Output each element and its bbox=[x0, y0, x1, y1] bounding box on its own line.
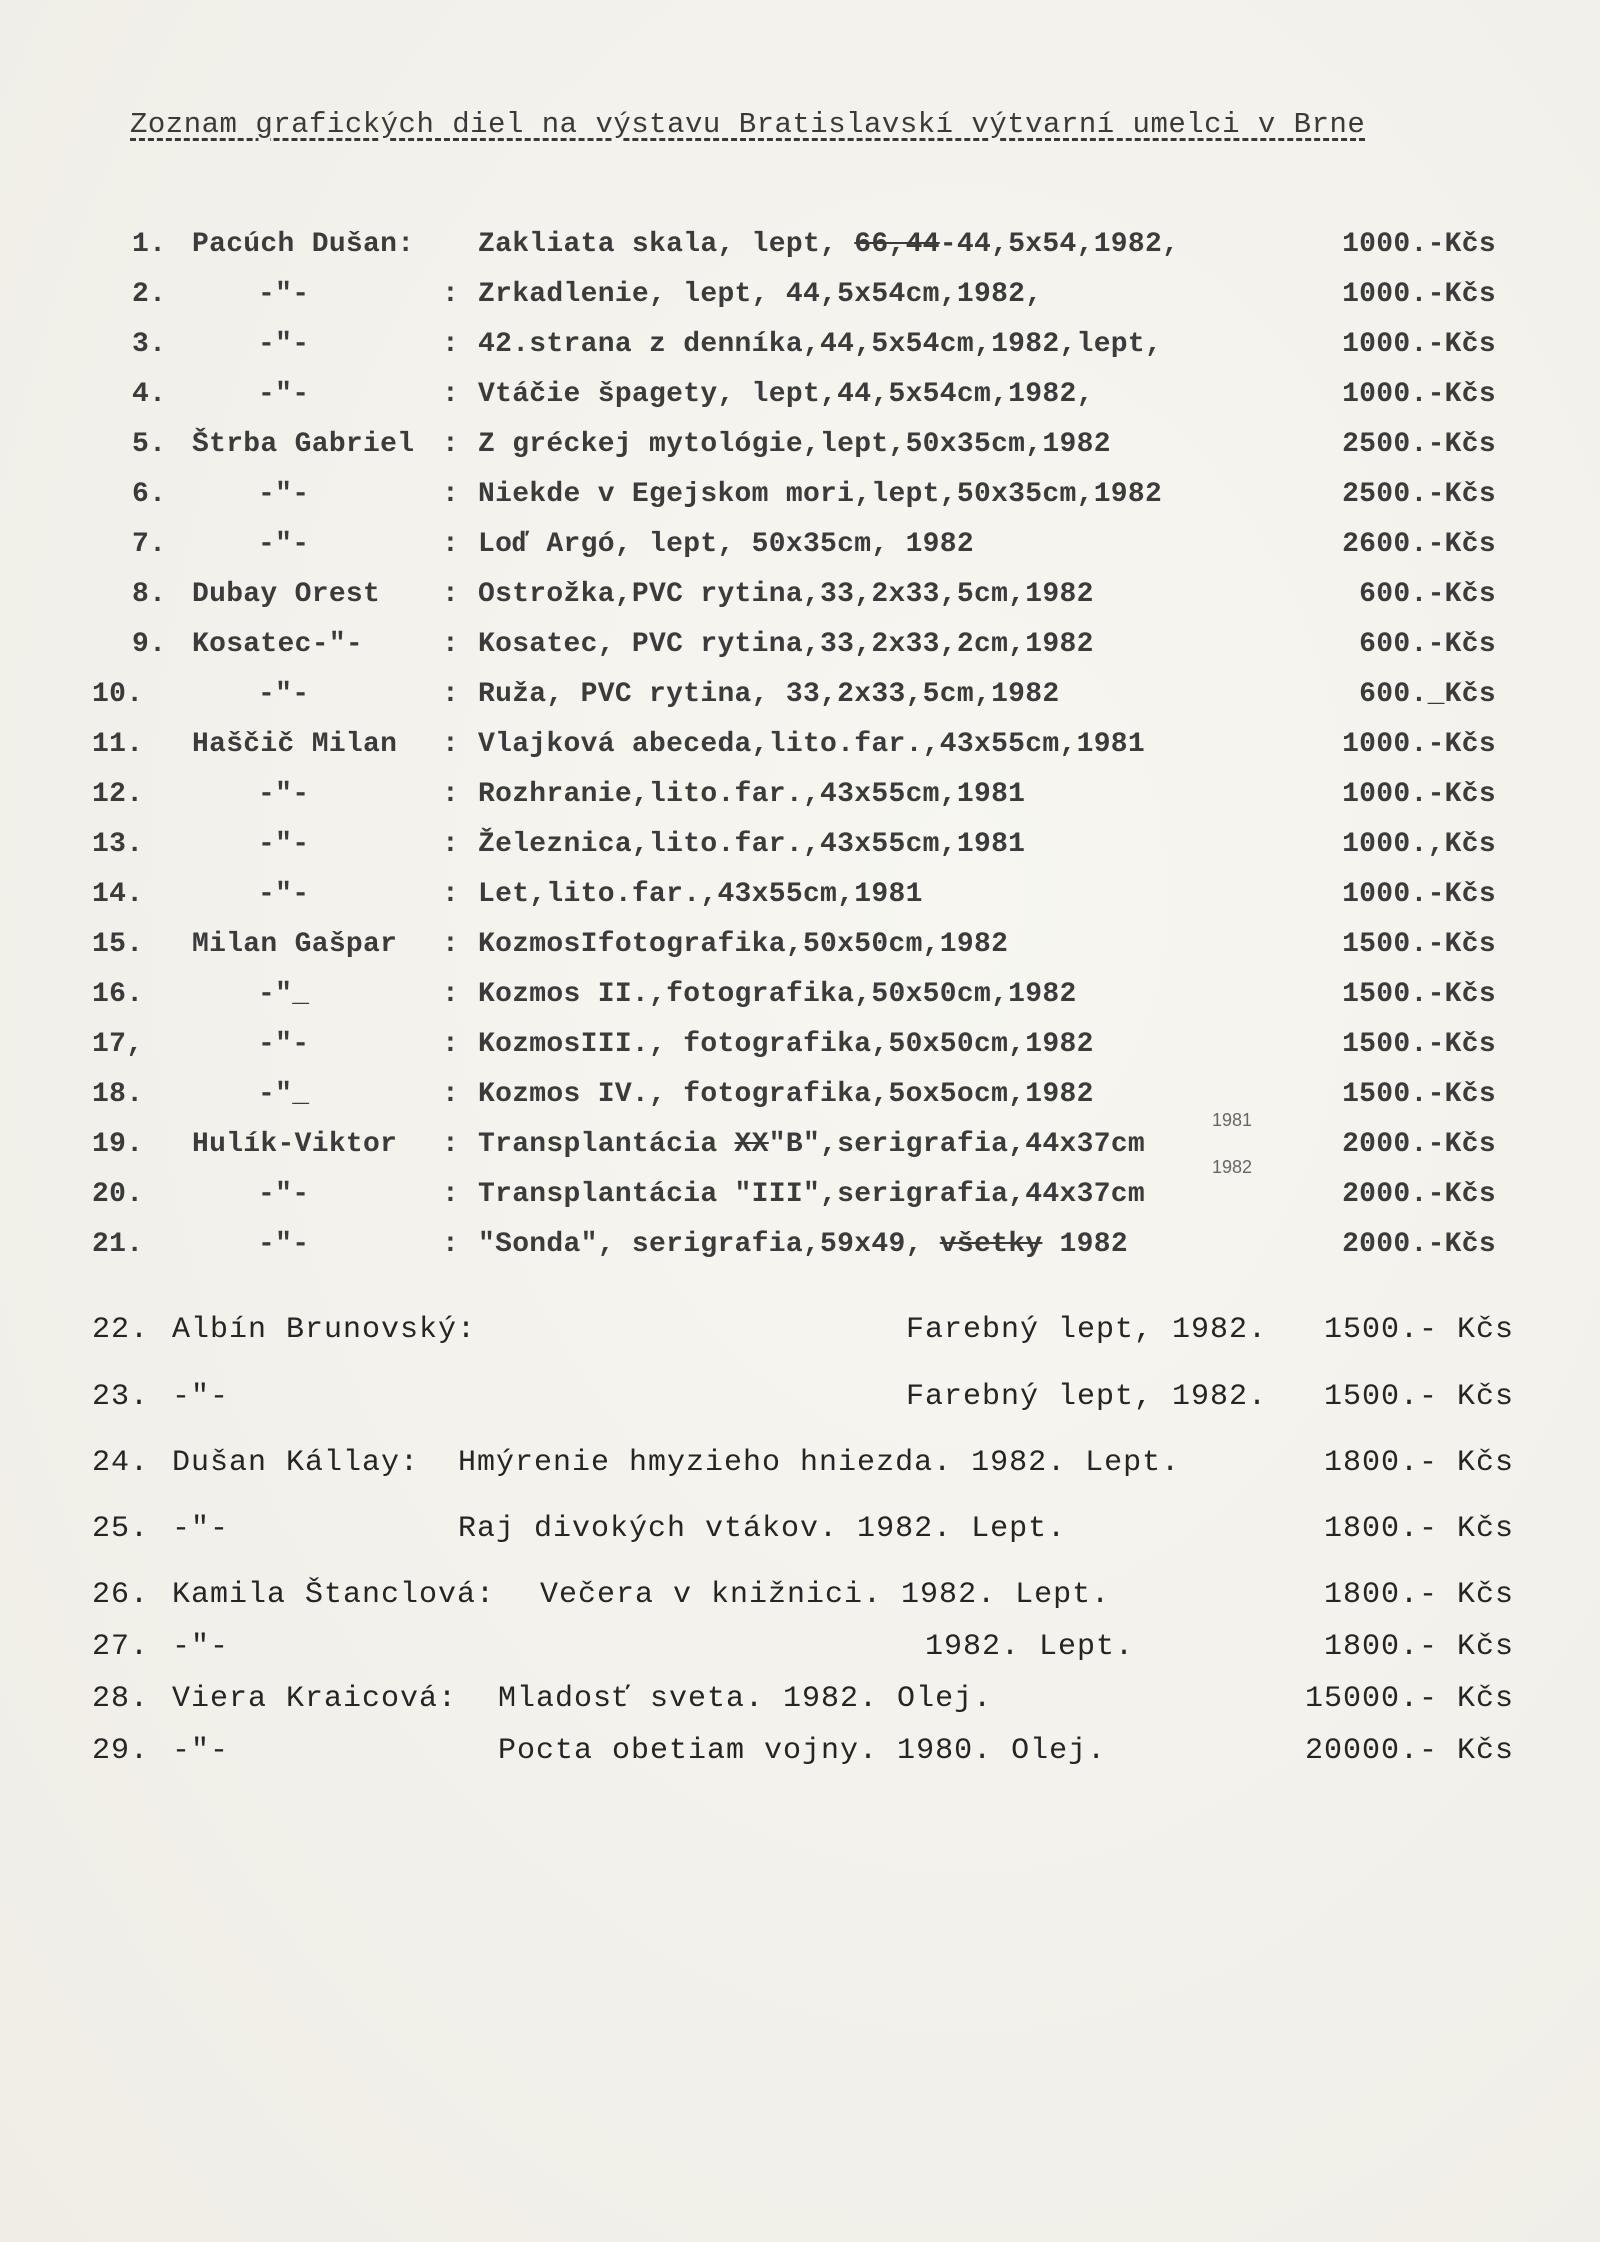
entry-price: 1000.-Kčs bbox=[1342, 729, 1496, 760]
entry-artist: -"_ bbox=[258, 1079, 310, 1110]
list-item bbox=[0, 1677, 1600, 1721]
entry-work-text: Ruža, PVC rytina, 33,2x33,5cm,1982 bbox=[478, 679, 1060, 710]
entry-number: 5. bbox=[132, 429, 167, 460]
entry-work bbox=[478, 725, 1145, 765]
entry-price: 600._Kčs bbox=[1359, 679, 1496, 710]
entry-number: 2. bbox=[132, 279, 167, 310]
list-item bbox=[0, 625, 1600, 665]
entry-work: Pocta obetiam vojny. 1980. Olej. bbox=[498, 1734, 1107, 1768]
entry-work-text: Kozmos II.,fotografika,50x50cm,1982 bbox=[478, 979, 1077, 1010]
entry-work-strikethrough: všetky bbox=[939, 1229, 1043, 1260]
entry-colon: : bbox=[442, 929, 460, 960]
entry-work-strikethrough: XX bbox=[734, 1129, 769, 1160]
entry-work bbox=[478, 825, 1025, 865]
entry-price: 1800.- Kčs bbox=[1323, 1578, 1514, 1612]
list-item bbox=[0, 525, 1600, 565]
entry-price: 600.-Kčs bbox=[1359, 579, 1496, 610]
entry-work-text: Ostrožka,PVC rytina,33,2x33,5cm,1982 bbox=[478, 579, 1094, 610]
list-item bbox=[0, 1075, 1600, 1115]
entry-work bbox=[478, 775, 1025, 815]
entry-colon: : bbox=[442, 829, 460, 860]
entry-colon: : bbox=[442, 729, 460, 760]
list-item bbox=[0, 475, 1600, 515]
entry-number: 19. bbox=[92, 1129, 144, 1160]
list-item bbox=[0, 425, 1600, 465]
list-item bbox=[0, 675, 1600, 715]
entry-number: 1. bbox=[132, 229, 167, 260]
entry-number: 9. bbox=[132, 629, 167, 660]
entry-number: 13. bbox=[92, 829, 144, 860]
entry-artist: -"- bbox=[258, 379, 310, 410]
entry-number: 24. bbox=[92, 1446, 150, 1480]
entry-number: 20. bbox=[92, 1179, 144, 1210]
entry-number: 17, bbox=[92, 1029, 144, 1060]
entry-work bbox=[478, 1175, 1145, 1215]
entry-artist: -"- bbox=[258, 879, 310, 910]
entry-number: 11. bbox=[92, 729, 144, 760]
list-item bbox=[0, 225, 1600, 265]
entry-colon: : bbox=[442, 679, 460, 710]
entry-colon: : bbox=[442, 279, 460, 310]
entry-artist: -"_ bbox=[258, 979, 310, 1010]
list-item bbox=[0, 925, 1600, 965]
entry-number: 23. bbox=[92, 1380, 150, 1414]
entry-price: 2500.-Kčs bbox=[1342, 479, 1496, 510]
list-item bbox=[0, 825, 1600, 865]
entry-work: Raj divokých vtákov. 1982. Lept. bbox=[458, 1512, 1067, 1546]
list-item bbox=[0, 1625, 1600, 1669]
entry-work-text: Zrkadlenie, lept, 44,5x54cm,1982, bbox=[478, 279, 1043, 310]
entry-price: 15000.- Kčs bbox=[1304, 1682, 1514, 1716]
entry-number: 18. bbox=[92, 1079, 144, 1110]
entry-price: 1800.- Kčs bbox=[1323, 1512, 1514, 1546]
entry-work-text: Zakliata skala, lept, bbox=[478, 229, 855, 260]
entry-number: 26. bbox=[92, 1578, 150, 1612]
list-item bbox=[0, 775, 1600, 815]
entry-number: 8. bbox=[132, 579, 167, 610]
entry-colon: : bbox=[442, 429, 460, 460]
entry-number: 15. bbox=[92, 929, 144, 960]
entry-work: Farebný lept, 1982. bbox=[906, 1380, 1268, 1414]
entry-price: 1000.-Kčs bbox=[1342, 379, 1496, 410]
entry-artist: -"- bbox=[172, 1734, 230, 1768]
entry-work bbox=[478, 675, 1060, 715]
entry-artist: -"- bbox=[258, 479, 310, 510]
entry-price: 1500.- Kčs bbox=[1323, 1313, 1514, 1347]
entry-price: 1000.-Kčs bbox=[1342, 279, 1496, 310]
document-title: Zoznam grafických diel na výstavu Bratislavskí výtvarní umelci v Brne bbox=[130, 108, 1366, 141]
entry-colon: : bbox=[442, 779, 460, 810]
entry-work bbox=[478, 225, 1179, 265]
entry-artist: -"- bbox=[258, 1229, 310, 1260]
entry-colon: : bbox=[442, 1079, 460, 1110]
list-item bbox=[0, 1308, 1600, 1352]
entry-work: Večera v knižnici. 1982. Lept. bbox=[540, 1578, 1111, 1612]
handwritten-note-19: 1981 bbox=[1212, 1110, 1253, 1130]
entry-work bbox=[478, 925, 1008, 965]
entry-artist: -"- bbox=[172, 1512, 230, 1546]
list-item bbox=[0, 375, 1600, 415]
entry-work bbox=[478, 1225, 1128, 1265]
entry-work: Hmýrenie hmyzieho hniezda. 1982. Lept. bbox=[458, 1446, 1181, 1480]
list-item bbox=[0, 1225, 1600, 1265]
entry-price: 1800.- Kčs bbox=[1323, 1630, 1514, 1664]
entry-work bbox=[478, 1125, 1145, 1165]
entry-artist: Kosatec-"- bbox=[192, 629, 364, 660]
entry-colon: : bbox=[442, 1029, 460, 1060]
entry-work-text: Rozhranie,lito.far.,43x55cm,1981 bbox=[478, 779, 1026, 810]
entry-number: 16. bbox=[92, 979, 144, 1010]
entry-artist: -"- bbox=[258, 829, 310, 860]
entry-colon: : bbox=[442, 879, 460, 910]
entry-number: 28. bbox=[92, 1682, 150, 1716]
list-item bbox=[0, 725, 1600, 765]
entry-price: 1000.-Kčs bbox=[1342, 229, 1496, 260]
entry-colon: : bbox=[442, 1229, 460, 1260]
entry-colon: : bbox=[442, 629, 460, 660]
entry-work bbox=[478, 325, 1162, 365]
entry-work-text: Železnica,lito.far.,43x55cm,1981 bbox=[478, 829, 1026, 860]
entry-work-text: Loď Argó, lept, 50x35cm, 1982 bbox=[478, 529, 974, 560]
list-item bbox=[0, 1175, 1600, 1215]
entry-colon: : bbox=[442, 1179, 460, 1210]
entry-work bbox=[478, 575, 1094, 615]
entry-artist: -"- bbox=[258, 1179, 310, 1210]
entry-artist: -"- bbox=[258, 279, 310, 310]
entry-price: 1500.-Kčs bbox=[1342, 1029, 1496, 1060]
list-item bbox=[0, 1573, 1600, 1617]
entry-price: 1000.-Kčs bbox=[1342, 779, 1496, 810]
entry-work-text: KozmosIII., fotografika,50x50cm,1982 bbox=[478, 1029, 1094, 1060]
entry-colon: : bbox=[442, 479, 460, 510]
entry-price: 1800.- Kčs bbox=[1323, 1446, 1514, 1480]
entry-work-rest: "B",serigrafia,44x37cm bbox=[768, 1129, 1146, 1160]
entry-price: 1000.,Kčs bbox=[1342, 829, 1496, 860]
entry-work bbox=[478, 975, 1077, 1015]
entry-price: 600.-Kčs bbox=[1359, 629, 1496, 660]
list-item bbox=[0, 1507, 1600, 1551]
entry-artist: Albín Brunovský: bbox=[172, 1313, 477, 1347]
entry-work bbox=[478, 1075, 1094, 1115]
list-item bbox=[0, 1375, 1600, 1419]
entry-price: 1000.-Kčs bbox=[1342, 879, 1496, 910]
entry-work bbox=[478, 375, 1094, 415]
entry-colon: : bbox=[442, 379, 460, 410]
entry-price: 2000.-Kčs bbox=[1342, 1229, 1496, 1260]
entry-work-text: Kozmos IV., fotografika,5ox5ocm,1982 bbox=[478, 1079, 1094, 1110]
entry-price: 2500.-Kčs bbox=[1342, 429, 1496, 460]
entry-number: 21. bbox=[92, 1229, 144, 1260]
list-item bbox=[0, 275, 1600, 315]
entry-number: 25. bbox=[92, 1512, 150, 1546]
entry-work-text: KozmosIfotografika,50x50cm,1982 bbox=[478, 929, 1009, 960]
entry-work bbox=[478, 525, 974, 565]
entry-work bbox=[478, 1025, 1094, 1065]
entry-artist: -"- bbox=[258, 679, 310, 710]
entry-artist: Dušan Kállay: bbox=[172, 1446, 420, 1480]
entry-work bbox=[478, 875, 923, 915]
entry-number: 7. bbox=[132, 529, 167, 560]
list-item bbox=[0, 1125, 1600, 1165]
entry-price: 1000.-Kčs bbox=[1342, 329, 1496, 360]
entry-number: 29. bbox=[92, 1734, 150, 1768]
entry-work-text: Niekde v Egejskom mori,lept,50x35cm,1982 bbox=[478, 479, 1163, 510]
entry-price: 2000.-Kčs bbox=[1342, 1179, 1496, 1210]
entry-price: 20000.- Kčs bbox=[1304, 1734, 1514, 1768]
entry-artist: -"- bbox=[258, 329, 310, 360]
entry-number: 6. bbox=[132, 479, 167, 510]
entry-artist: -"- bbox=[258, 779, 310, 810]
entry-work bbox=[478, 425, 1111, 465]
entry-work: Farebný lept, 1982. bbox=[906, 1313, 1268, 1347]
entry-artist: -"- bbox=[258, 1029, 310, 1060]
entry-work bbox=[478, 275, 1042, 315]
entry-work-text: "Sonda", serigrafia,59x49, bbox=[478, 1229, 940, 1260]
list-item bbox=[0, 975, 1600, 1015]
list-item bbox=[0, 1441, 1600, 1485]
entry-artist: Kamila Štanclová: bbox=[172, 1578, 496, 1612]
entry-price: 1500.-Kčs bbox=[1342, 1079, 1496, 1110]
entry-work-text: Let,lito.far.,43x55cm,1981 bbox=[478, 879, 923, 910]
entry-colon: : bbox=[442, 329, 460, 360]
entry-work: 1982. Lept. bbox=[925, 1630, 1135, 1664]
entry-number: 27. bbox=[92, 1630, 150, 1664]
entry-work: Mladosť sveta. 1982. Olej. bbox=[498, 1682, 993, 1716]
entry-work-text: Transplantácia "III",serigrafia,44x37cm bbox=[478, 1179, 1146, 1210]
list-item bbox=[0, 575, 1600, 615]
list-item bbox=[0, 1025, 1600, 1065]
entry-work-text: Vtáčie špagety, lept,44,5x54cm,1982, bbox=[478, 379, 1094, 410]
entry-work-text: Vlajková abeceda,lito.far.,43x55cm,1981 bbox=[478, 729, 1146, 760]
list-item bbox=[0, 875, 1600, 915]
entry-number: 10. bbox=[92, 679, 144, 710]
entry-price: 2000.-Kčs bbox=[1342, 1129, 1496, 1160]
entry-price: 1500.-Kčs bbox=[1342, 979, 1496, 1010]
entry-colon: : bbox=[442, 979, 460, 1010]
entry-artist: -"- bbox=[172, 1380, 230, 1414]
entry-work-rest: 1982 bbox=[1042, 1229, 1128, 1260]
entry-price: 1500.-Kčs bbox=[1342, 929, 1496, 960]
list-item bbox=[0, 1729, 1600, 1773]
entry-artist: Hulík-Viktor bbox=[192, 1129, 398, 1160]
entry-artist: Milan Gašpar bbox=[192, 929, 398, 960]
entry-number: 12. bbox=[92, 779, 144, 810]
entry-artist: Pacúch Dušan: bbox=[192, 229, 415, 260]
entry-work bbox=[478, 475, 1162, 515]
entry-price: 1500.- Kčs bbox=[1323, 1380, 1514, 1414]
entry-work-text: 42.strana z denníka,44,5x54cm,1982,lept, bbox=[478, 329, 1163, 360]
entry-work-text: Transplantácia bbox=[478, 1129, 735, 1160]
entry-work-strikethrough: 66,44 bbox=[854, 229, 940, 260]
entry-colon: : bbox=[442, 529, 460, 560]
handwritten-note-20: 1982 bbox=[1212, 1157, 1253, 1177]
list-item bbox=[0, 325, 1600, 365]
entry-artist: -"- bbox=[172, 1630, 230, 1664]
entry-colon: : bbox=[442, 579, 460, 610]
entry-number: 22. bbox=[92, 1313, 150, 1347]
entry-work-rest: -44,5x54,1982, bbox=[939, 229, 1180, 260]
entry-colon: : bbox=[442, 1129, 460, 1160]
entry-number: 14. bbox=[92, 879, 144, 910]
entry-work-text: Kosatec, PVC rytina,33,2x33,2cm,1982 bbox=[478, 629, 1094, 660]
entry-artist: Dubay Orest bbox=[192, 579, 381, 610]
entry-artist: Viera Kraicová: bbox=[172, 1682, 458, 1716]
entry-work-text: Z gréckej mytológie,lept,50x35cm,1982 bbox=[478, 429, 1111, 460]
entry-artist: -"- bbox=[258, 529, 310, 560]
entry-number: 3. bbox=[132, 329, 167, 360]
entry-work bbox=[478, 625, 1094, 665]
entry-price: 2600.-Kčs bbox=[1342, 529, 1496, 560]
entry-artist: Haščič Milan bbox=[192, 729, 398, 760]
entry-number: 4. bbox=[132, 379, 167, 410]
entry-artist: Štrba Gabriel bbox=[192, 429, 415, 460]
